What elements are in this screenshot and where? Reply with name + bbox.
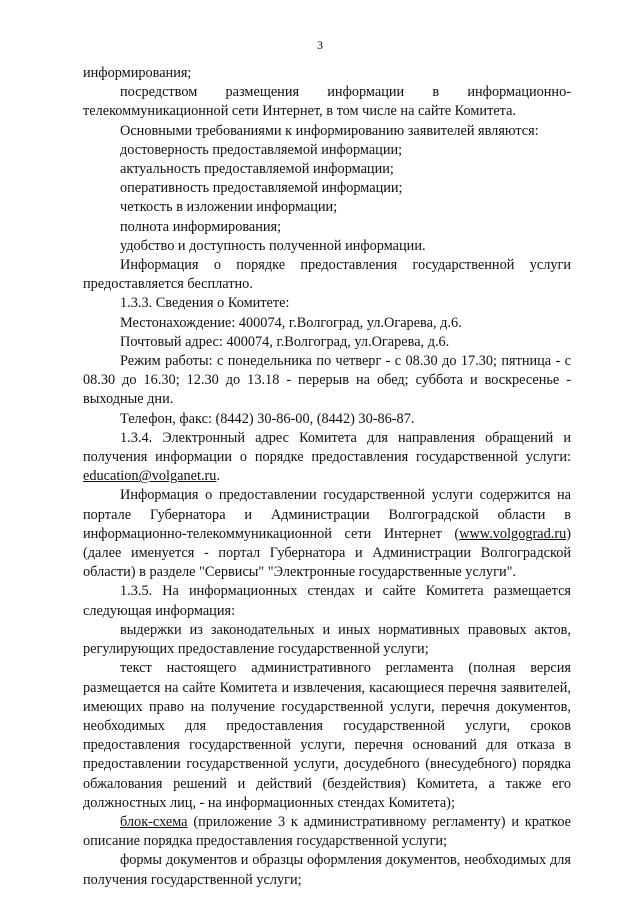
block-scheme-link[interactable]: блок-схема	[120, 813, 188, 830]
paragraph: Почтовый адрес: 400074, г.Волгоград, ул.Огарева, д.6.	[120, 333, 450, 350]
block-scheme-paragraph	[83, 813, 571, 851]
paragraph: Информация о порядке предоставления государственной услуги предоставляется бесплатно.	[83, 257, 571, 293]
email-paragraph-text: 1.3.4. Электронный адрес Комитета для направления обращений и получения информации о порядке предоставления государственной услуги:	[83, 429, 571, 466]
portal-paragraph-text: Информация о предоставлении государственной услуги содержится на портале Губернатора и Администрации Волгоградской области в информационно-телекоммуникационной сети Интернет (	[83, 487, 571, 542]
block-scheme-paragraph-text: (приложение 3 к административному регламенту) и краткое описание порядка предоставления государственной услуги;	[83, 813, 571, 850]
paragraph: оперативность предоставляемой информации;	[120, 180, 403, 197]
paragraph: четкость в изложении информации;	[120, 199, 338, 216]
paragraph: полнота информирования;	[120, 218, 282, 235]
paragraph: формы документов и образцы оформления документов, необходимых для получения государственной услуги;	[83, 852, 571, 888]
email-paragraph-end: .	[216, 468, 221, 485]
paragraph-group-3	[83, 851, 571, 889]
paragraph: Основными требованиями к информированию заявителей являются:	[120, 122, 539, 139]
portal-paragraph-end: ) (далее именуется - портал Губернатора и Администрации Волгоградской области) в разделе "Сервисы" "Электронные государственные услуги".	[83, 525, 571, 581]
email-paragraph	[83, 429, 571, 487]
paragraph: 1.3.5. На информационных стендах и сайте Комитета размещается следующая информация:	[83, 583, 571, 619]
paragraph: текст настоящего административного регламента (полная версия размещается на сайте Комитета и извлечения, касающиеся перечня заявителей, имеющих право на получение государственной услуги, перечня документов, необходимых для предоставления государственной услуги, сроков предоставления государственной услуги, перечня оснований для отказа в предоставлении государственной услуги, досудебного (внесудебного) порядка обжалования решений и действий (бездействия) Комитета, а также его должностных лиц, - на информационных стендах Комитета);	[83, 660, 571, 811]
document-body	[83, 64, 571, 890]
paragraph: посредством размещения информации в информационно-телекоммуникационной сети Интернет, в том числе на сайте Комитета.	[83, 84, 571, 120]
paragraph-group-1	[83, 64, 571, 429]
paragraph: Телефон, факс: (8442) 30-86-00, (8442) 30-86-87.	[120, 410, 415, 427]
paragraph: информирования;	[83, 65, 192, 81]
portal-link[interactable]: www.volgograd.ru	[459, 525, 567, 542]
paragraph: актуальность предоставляемой информации;	[120, 161, 394, 178]
paragraph: 1.3.3. Сведения о Комитете:	[120, 295, 290, 312]
portal-paragraph	[83, 486, 571, 582]
paragraph: выдержки из законодательных и иных нормативных правовых актов, регулирующих предоставление государственной услуги;	[83, 621, 571, 658]
paragraph: достоверность предоставляемой информации;	[120, 141, 403, 158]
paragraph: удобство и доступность полученной информации.	[120, 237, 426, 254]
paragraph-group-2	[83, 582, 571, 812]
paragraph: Режим работы: с понедельника по четверг - с 08.30 до 17.30; пятница - с 08.30 до 16.30; 12.30 до 13.18 - перерыв на обед; суббота и воскресенье - выходные дни.	[83, 353, 571, 408]
paragraph: Местонахождение: 400074, г.Волгоград, ул.Огарева, д.6.	[120, 314, 462, 331]
email-link[interactable]: education@volganet.ru	[83, 468, 217, 485]
page-number: 3	[317, 38, 323, 52]
